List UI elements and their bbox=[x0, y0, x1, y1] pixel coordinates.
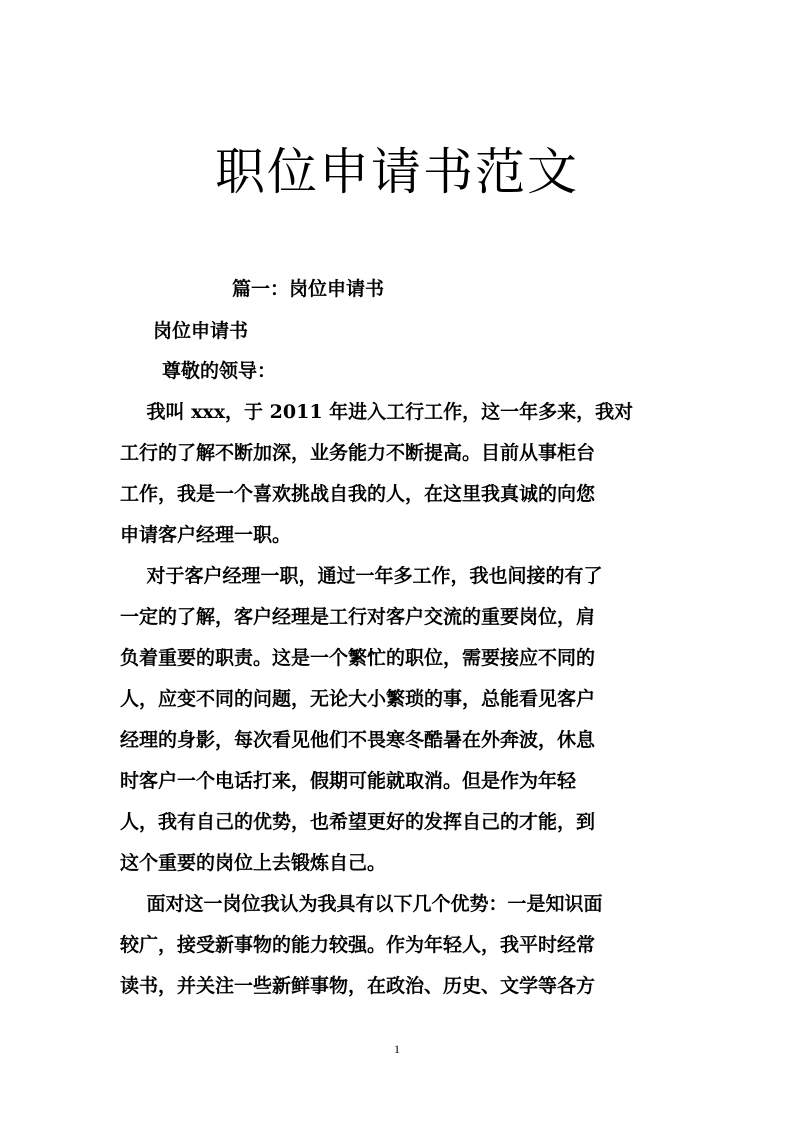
body-line: 负着重要的职责。这是一个繁忙的职位，需要接应不同的 bbox=[120, 647, 596, 669]
body-line: 工行的了解不断加深，业务能力不断提高。目前从事柜台 bbox=[120, 442, 596, 464]
body-line: 读书，并关注一些新鲜事物，在政治、历史、文学等各方 bbox=[120, 975, 596, 997]
body-line: 经理的身影，每次看见他们不畏寒冬酷暑在外奔波，休息 bbox=[120, 729, 596, 751]
page-number: 1 bbox=[394, 1042, 400, 1056]
body-line: 一定的了解，客户经理是工行对客户交流的重要岗位，肩 bbox=[120, 606, 596, 628]
salutation: 尊敬的领导： bbox=[162, 360, 277, 382]
body-line: 面对这一岗位我认为我具有以下几个优势：一是知识面 bbox=[120, 893, 603, 915]
body-line: 时客户一个电话打来，假期可能就取消。但是作为年轻 bbox=[120, 770, 577, 792]
letter-subheading: 岗位申请书 bbox=[153, 320, 249, 342]
body-line: 较广，接受新事物的能力较强。作为年轻人，我平时经常 bbox=[120, 934, 596, 956]
body-line: 申请客户经理一职。 bbox=[120, 524, 292, 546]
body-line: 这个重要的岗位上去锻炼自己。 bbox=[120, 852, 387, 874]
document-title: 职位申请书范文 bbox=[215, 143, 579, 201]
body-line: 人，应变不同的问题，无论大小繁琐的事，总能看见客户 bbox=[120, 688, 596, 710]
body-line: 人，我有自己的优势，也希望更好的发挥自己的才能，到 bbox=[120, 811, 596, 833]
body-line: 对于客户经理一职，通过一年多工作，我也间接的有了 bbox=[120, 565, 603, 587]
body-line: 工作，我是一个喜欢挑战自我的人，在这里我真诚的向您 bbox=[120, 483, 596, 505]
section-heading: 篇一：岗位申请书 bbox=[232, 278, 385, 300]
body-line: 我叫 xxx，于 2011 年进入工行工作，这一年多来，我对 bbox=[120, 401, 634, 423]
